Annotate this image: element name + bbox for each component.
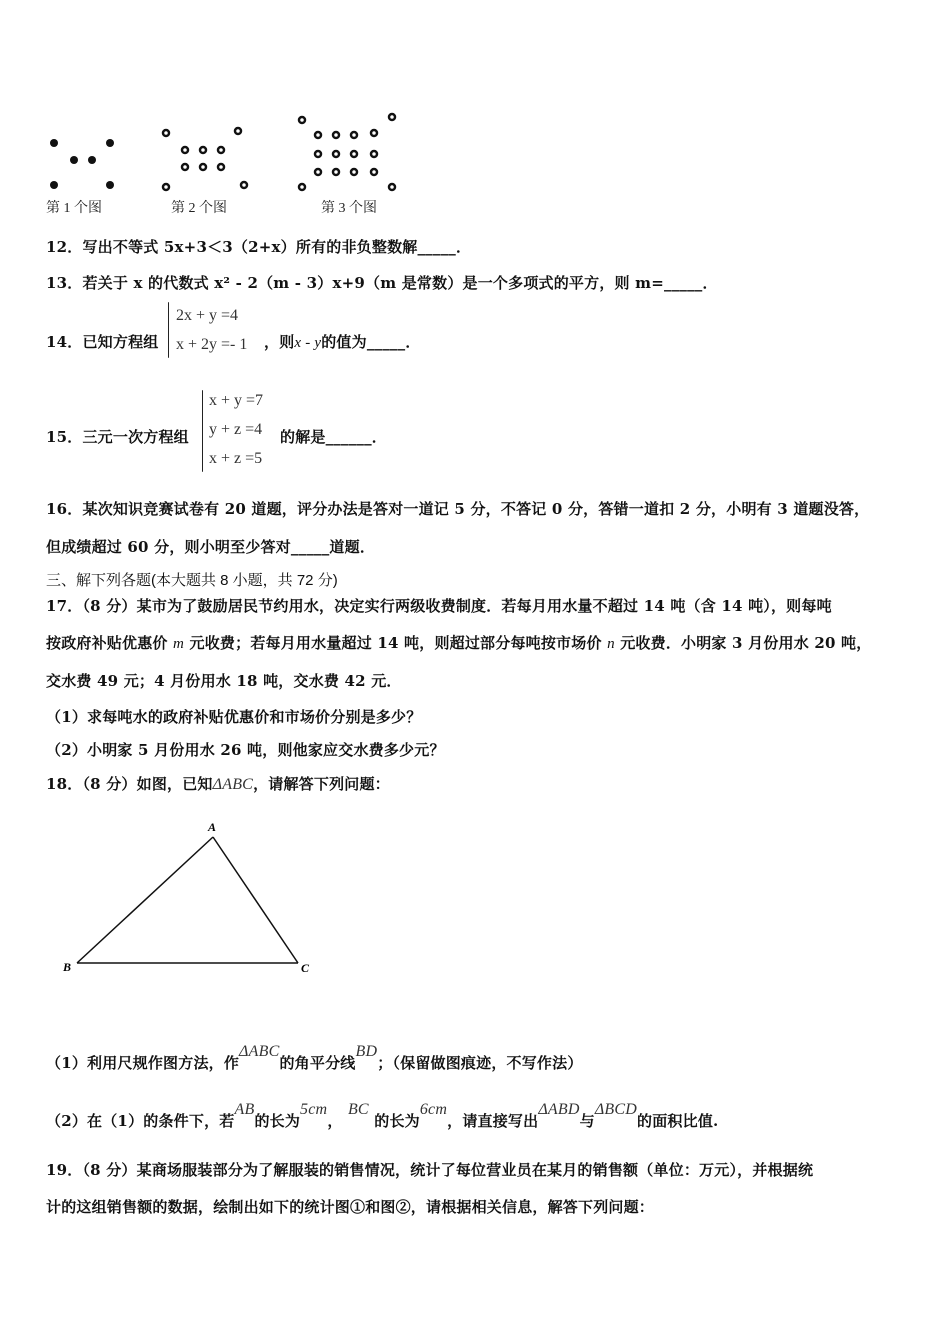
question-17-line-3: 交水费 49 元；4 月份用水 18 吨，交水费 42 元． — [46, 672, 402, 690]
vertex-label-a: A — [208, 820, 217, 834]
dot-pattern-figures — [40, 105, 420, 195]
question-16-line-1: 16．某次知识竞赛试卷有 20 道题，评分办法是答对一道记 5 分，不答记 0 分，答错一道扣 2 分，小明有 3 道题没答， — [46, 500, 870, 518]
figure-caption-1: 第 1 个图 — [46, 201, 102, 216]
figure-2-dots — [163, 128, 247, 190]
question-19-line-1: 19．（8 分）某商场服装部分为了解服装的销售情况，统计了每位营业员在某月的销售额（单位：万元），并根据统 — [46, 1161, 814, 1179]
figure-caption-2: 第 2 个图 — [171, 201, 227, 216]
triangle-side-ac — [213, 837, 298, 963]
question-15-suffix: 的解是______． — [280, 428, 388, 446]
question-18-sub-2: （2）在（1）的条件下，若AB的长为5cm， BC 的长为6cm，请直接写出ΔABD与ΔBCD的面积比值. — [46, 1101, 719, 1130]
figure-3-dots — [299, 114, 395, 190]
triangle-abc-figure — [55, 815, 325, 985]
figure-caption-3: 第 3 个图 — [321, 201, 377, 216]
question-19-line-2: 计的这组销售额的数据，绘制出如下的统计图①和图②，请根据相关信息，解答下列问题： — [46, 1198, 655, 1216]
triangle-side-ab — [77, 837, 213, 963]
question-13: 13．若关于 x 的代数式 x² - 2（m - 3）x+9（m 是常数）是一个多项式的平方，则 m=_____． — [46, 274, 718, 292]
q15-equation-3: x + z =5 — [209, 450, 263, 467]
question-12: 12．写出不等式 5x+3＜3（2+x）所有的非负整数解_____． — [46, 238, 472, 256]
vertex-label-c: C — [301, 961, 310, 975]
question-14-prefix: 14．已知方程组 — [46, 333, 159, 351]
question-17-line-2: 按政府补贴优惠价 m 元收费；若每月用水量超过 14 吨，则超过部分每吨按市场价 n 元收费．小明家 3 月份用水 20 吨， — [46, 634, 872, 652]
question-15-prefix: 15．三元一次方程组 — [46, 428, 189, 446]
q14-equation-brace — [168, 302, 169, 358]
question-17-line-1: 17．（8 分）某市为了鼓励居民节约用水，决定实行两级收费制度．若每月用水量不超过 14 吨（含 14 吨），则每吨 — [46, 597, 832, 615]
q15-equation-brace — [202, 390, 203, 472]
q14-equation-2: x + 2y =- 1 — [176, 336, 248, 353]
question-14-suffix: ，则x - y的值为_____． — [264, 333, 421, 351]
question-16-line-2: 但成绩超过 60 分，则小明至少答对_____道题． — [46, 538, 376, 556]
question-17-sub-2: （2）小明家 5 月份用水 26 吨，则他家应交水费多少元？ — [46, 741, 445, 759]
figure-1-dots — [50, 139, 114, 189]
question-17-sub-1: （1）求每吨水的政府补贴优惠价和市场价分别是多少？ — [46, 708, 422, 726]
question-18-sub-1: （1）利用尺规作图方法，作ΔABC的角平分线BD；（保留做图痕迹，不写作法） — [46, 1043, 583, 1072]
question-18-intro: 18．（8 分）如图，已知ΔABC，请解答下列问题： — [46, 775, 390, 793]
q15-equation-2: y + z =4 — [209, 421, 263, 438]
q15-equation-1: x + y =7 — [209, 392, 264, 409]
vertex-label-b: B — [63, 960, 72, 974]
section-3-title: 三、解下列各题(本大题共 8 小题，共 72 分) — [46, 572, 338, 589]
q14-equation-1: 2x + y =4 — [176, 307, 239, 324]
